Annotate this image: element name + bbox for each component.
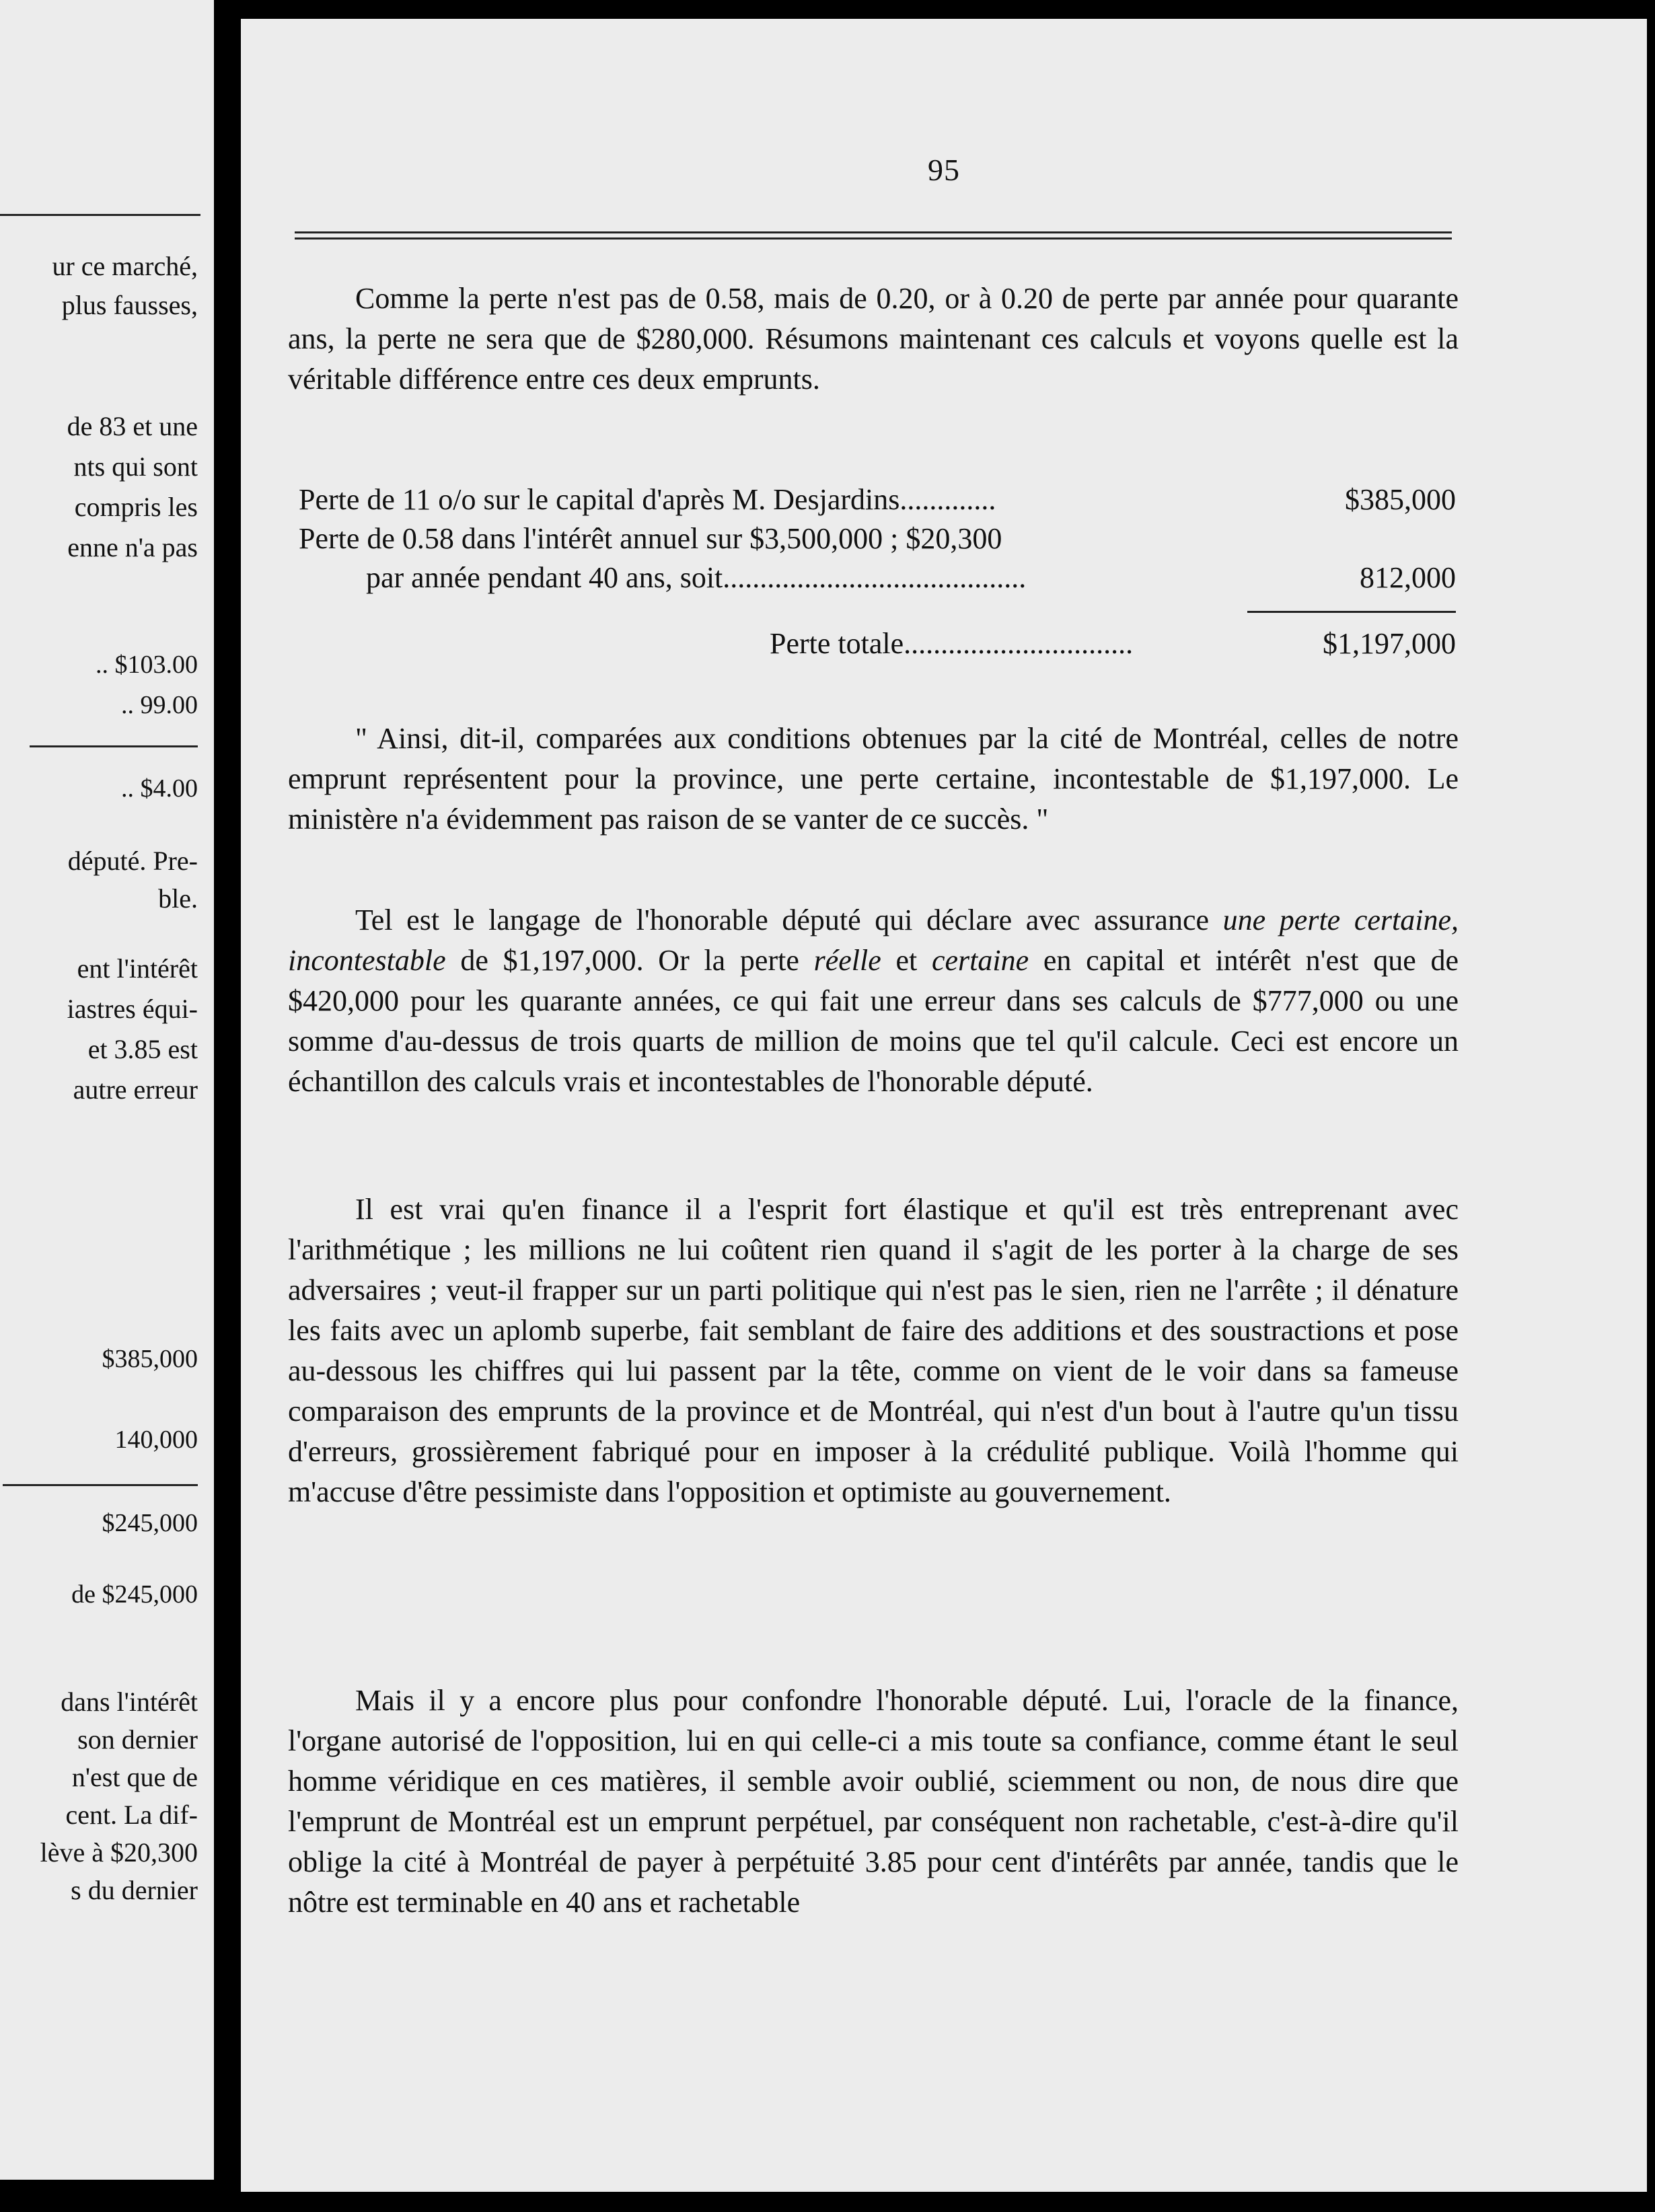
left-sum-rule bbox=[30, 745, 198, 747]
paragraph-4 bbox=[288, 1189, 1459, 1512]
ledger-label: Perte de 11 o/o sur le capital d'après M. Desjardins............. bbox=[299, 483, 996, 516]
ledger-row-interest-loss bbox=[299, 519, 1456, 558]
quote-paragraph bbox=[288, 718, 1459, 840]
intro-paragraph bbox=[288, 279, 1459, 400]
left-text-line: et 3.85 est bbox=[87, 1034, 198, 1064]
text-run: Tel est le langage de l'honorable député qui déclare avec assurance bbox=[355, 904, 1223, 936]
paragraph-3-text bbox=[288, 900, 1459, 1102]
left-amount-line: .. $103.00 bbox=[96, 651, 198, 679]
left-text-line: n'est que de bbox=[71, 1762, 198, 1792]
left-text-line: iastres équi- bbox=[67, 994, 198, 1024]
page-number: 95 bbox=[928, 153, 960, 187]
left-text-line: nts qui sont bbox=[73, 451, 198, 482]
paragraph-4-text: Il est vrai qu'en finance il a l'esprit fort élastique et qu'il est très entreprenant avec l'arithmétique ; les millions ne lui coûtent rien quand il s'agit de les porter à la charge de ses adversaires ; veut-il frapper sur un parti politique qui n'est pas le sien, rien ne l'arrête ; il dénature les faits avec un aplomb superbe, fait semblant de faire des additions et des soustractions et pose au-dessous les chiffres qui lui passent par la tête, comme on vient de le voir dans sa fameuse comparaison des emprunts de la province et de Montréal, qui n'est d'un bout à l'autre qu'un tissu d'erreurs, grossièrement fabriqué pour en imposer à la crédulité publique. Voilà l'homme qui m'accuse d'être pessimiste dans l'opposition et optimiste au gouvernement. bbox=[288, 1193, 1459, 1508]
text-run: en capital et intérêt n'est que de $420,000 pour les quarante années, ce qui fait une erreur dans ses calculs de $777,000 ou une somme d'au-dessus de trois quarts de million de moins que tel qu'il calcule. Ceci est encore un échantillon des calculs vrais et incontestables de l'honorable député. bbox=[288, 944, 1459, 1098]
quote-paragraph-text: " Ainsi, dit-il, comparées aux conditions obtenues par la cité de Montréal, celles de notre emprunt représentent pour la province, une perte certaine, incontestable de $1,197,000. Le ministère n'a évidemment pas raison de se vanter de ce succès. " bbox=[288, 722, 1459, 836]
emphasis-text: certaine bbox=[931, 944, 1029, 977]
ledger-sum-rule-wrap bbox=[299, 597, 1456, 624]
left-text-line: plus fausses, bbox=[61, 290, 198, 320]
paragraph-3 bbox=[288, 900, 1459, 1102]
left-amount-line: $385,000 bbox=[102, 1345, 198, 1373]
left-text-line: député. Pre- bbox=[67, 846, 198, 876]
ledger-total-amount: $1,197,000 bbox=[1323, 627, 1456, 660]
header-double-rule bbox=[295, 231, 1452, 239]
previous-page-fragment bbox=[0, 0, 214, 2180]
left-text-line: autre erreur bbox=[73, 1074, 198, 1105]
left-text-line: cent. La dif- bbox=[65, 1800, 198, 1830]
left-sum-rule bbox=[3, 1484, 198, 1486]
intro-paragraph-text: Comme la perte n'est pas de 0.58, mais de 0.20, or à 0.20 de perte par année pour quarante ans, la perte ne sera que de $280,000. Résumons maintenant ces calculs et voyons quelle est la véritable différence entre ces deux emprunts. bbox=[288, 282, 1459, 396]
text-run: de $1,197,000. Or la perte bbox=[445, 944, 814, 977]
paragraph-5-text: Mais il y a encore plus pour confondre l'honorable député. Lui, l'oracle de la finance, l'organe autorisé de l'opposition, lui en qui celle-ci a mis toute sa confiance, comme étant le seul homme véridique en ces matières, il semble avoir oublié, sciemment ou non, de nous dire que l'emprunt de Montréal est un emprunt perpétuel, par conséquent non rachetable, c'est-à-dire qu'il oblige la cité à Montréal de payer à perpétuité 3.85 pour cent d'intérêts par année, tandis que le nôtre est terminable en 40 ans et rachetable bbox=[288, 1684, 1459, 1919]
left-text-line: enne n'a pas bbox=[67, 532, 198, 562]
main-page bbox=[241, 19, 1647, 2192]
left-text-line: ur ce marché, bbox=[52, 251, 198, 281]
ledger-amount: 812,000 bbox=[1360, 561, 1456, 594]
left-text-line: son dernier bbox=[77, 1724, 198, 1755]
left-text-line: ble. bbox=[158, 883, 198, 914]
left-amount-line: de $245,000 bbox=[71, 1580, 198, 1609]
left-text-line: ent l'intérêt bbox=[77, 953, 198, 984]
ledger-row-total bbox=[299, 624, 1456, 663]
left-amount-line: $245,000 bbox=[102, 1509, 198, 1537]
left-text-line: lève à $20,300 bbox=[40, 1837, 198, 1868]
left-text-line: compris les bbox=[74, 492, 198, 522]
ledger-row-interest-total bbox=[299, 558, 1456, 597]
text-run: et bbox=[881, 944, 932, 977]
left-text-line: de 83 et une bbox=[67, 411, 198, 441]
left-amount-line: .. 99.00 bbox=[121, 691, 198, 719]
ledger-label: Perte de 0.58 dans l'intérêt annuel sur $3,500,000 ; $20,300 bbox=[299, 522, 1002, 555]
loss-ledger bbox=[299, 480, 1456, 663]
left-amount-line: .. $4.00 bbox=[121, 774, 198, 803]
left-text-line: dans l'intérêt bbox=[61, 1687, 198, 1717]
left-amount-line: 140,000 bbox=[114, 1426, 198, 1454]
ledger-row-capital-loss bbox=[299, 480, 1456, 519]
paragraph-5 bbox=[288, 1681, 1459, 1923]
emphasis-text: réelle bbox=[813, 944, 881, 977]
ledger-label: par année pendant 40 ans, soit......................................... bbox=[366, 561, 1027, 594]
emphasis-text: une perte certaine, incontestable bbox=[288, 904, 1459, 977]
left-text-line: s du dernier bbox=[71, 1875, 198, 1905]
ledger-amount: $385,000 bbox=[1345, 483, 1456, 516]
ledger-total-label: Perte totale............................... bbox=[770, 627, 1134, 660]
left-header-rule bbox=[0, 214, 200, 216]
ledger-sum-rule bbox=[1247, 611, 1456, 613]
